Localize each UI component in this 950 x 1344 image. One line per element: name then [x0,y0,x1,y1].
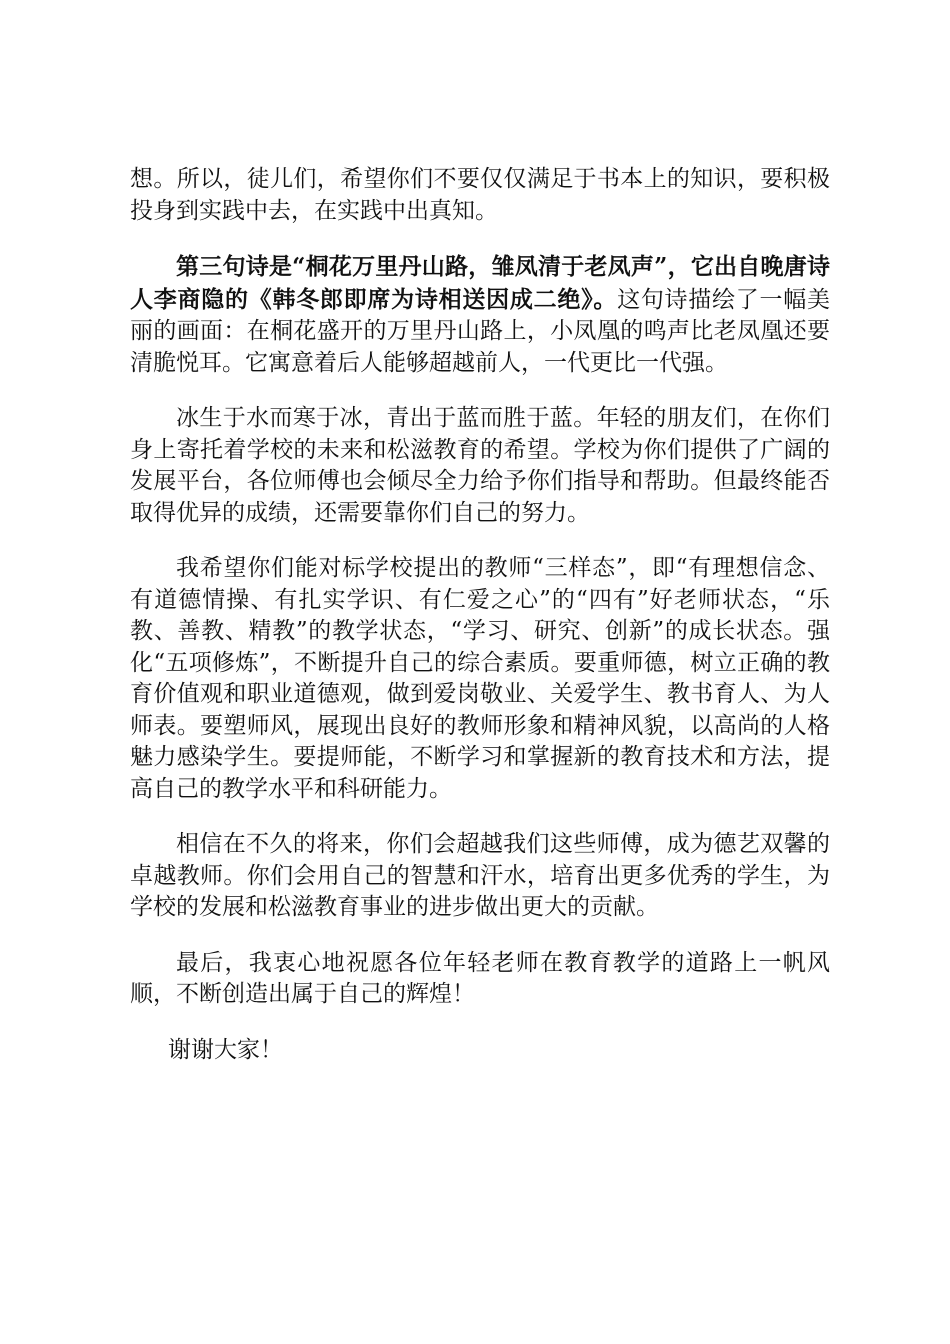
paragraph-young-friends [130,403,830,529]
paragraph-text: 相信在不久的将来，你们会超越我们这些师傅，成为德艺双馨的卓越教师。你们会用自己的智慧和汗水，培育出更多优秀的学生，为学校的发展和松滋教育事业的进步做出更大的贡献。 [130,831,830,920]
paragraph-text: 想。所以，徒儿们，希望你们不要仅仅满足于书本上的知识，要积极投身到实践中去，在实践中出真知。 [130,166,830,224]
paragraph-future [130,829,830,924]
document-page [130,164,830,1066]
paragraph-text: 最后，我衷心地祝愿各位年轻老师在教育教学的道路上一帆风顺，不断创造出属于自己的辉煌！ [130,949,830,1007]
paragraph-three-states [130,553,830,805]
closing-thanks: 谢谢大家！ [168,1036,283,1063]
paragraph-text: 我希望你们能对标学校提出的教师“三样态”，即“有理想信念、有道德情操、有扎实学识、有仁爱之心”的“四有”好老师状态，“乐教、善教、精教”的教学状态，“学习、研究、创新”的成长状态。强化“五项修炼”，不断提升自己的综合素质。要重师德，树立正确的教育价值观和职业道德观，做到爱岗敬业、关爱学生、教书育人、为人师表。要塑师风，展现出良好的教师形象和精神风貌，以高尚的人格魅力感染学生。要提师能，不断学习和掌握新的教育技术和方法，提高自己的教学水平和科研能力。 [130,555,830,802]
paragraph-wishes [130,948,830,1011]
paragraph-poem-three [130,251,830,379]
paragraph-text: 这句诗描绘了一幅美丽的画面：在桐花盛开的万里丹山路上，小凤凰的鸣声比老凤凰还要清脆悦耳。它寓意着后人能够超越前人，一代更比一代强。 [130,286,831,376]
paragraph-text: 冰生于水而寒于冰，青出于蓝而胜于蓝。年轻的朋友们，在你们身上寄托着学校的未来和松滋教育的希望。学校为你们提供了广阔的发展平台，各位师傅也会倾尽全力给予你们指导和帮助。但最终能否取得优异的成绩，还需要靠你们自己的努力。 [130,405,830,526]
paragraph-continuation [130,164,830,227]
paragraph-bold-lead: 第三句诗是“桐花万里丹山路，雏凤清于老凤声”，它出自晚唐诗人李商隐的《韩冬郎即席为诗相送因成二绝》。 [130,253,830,313]
